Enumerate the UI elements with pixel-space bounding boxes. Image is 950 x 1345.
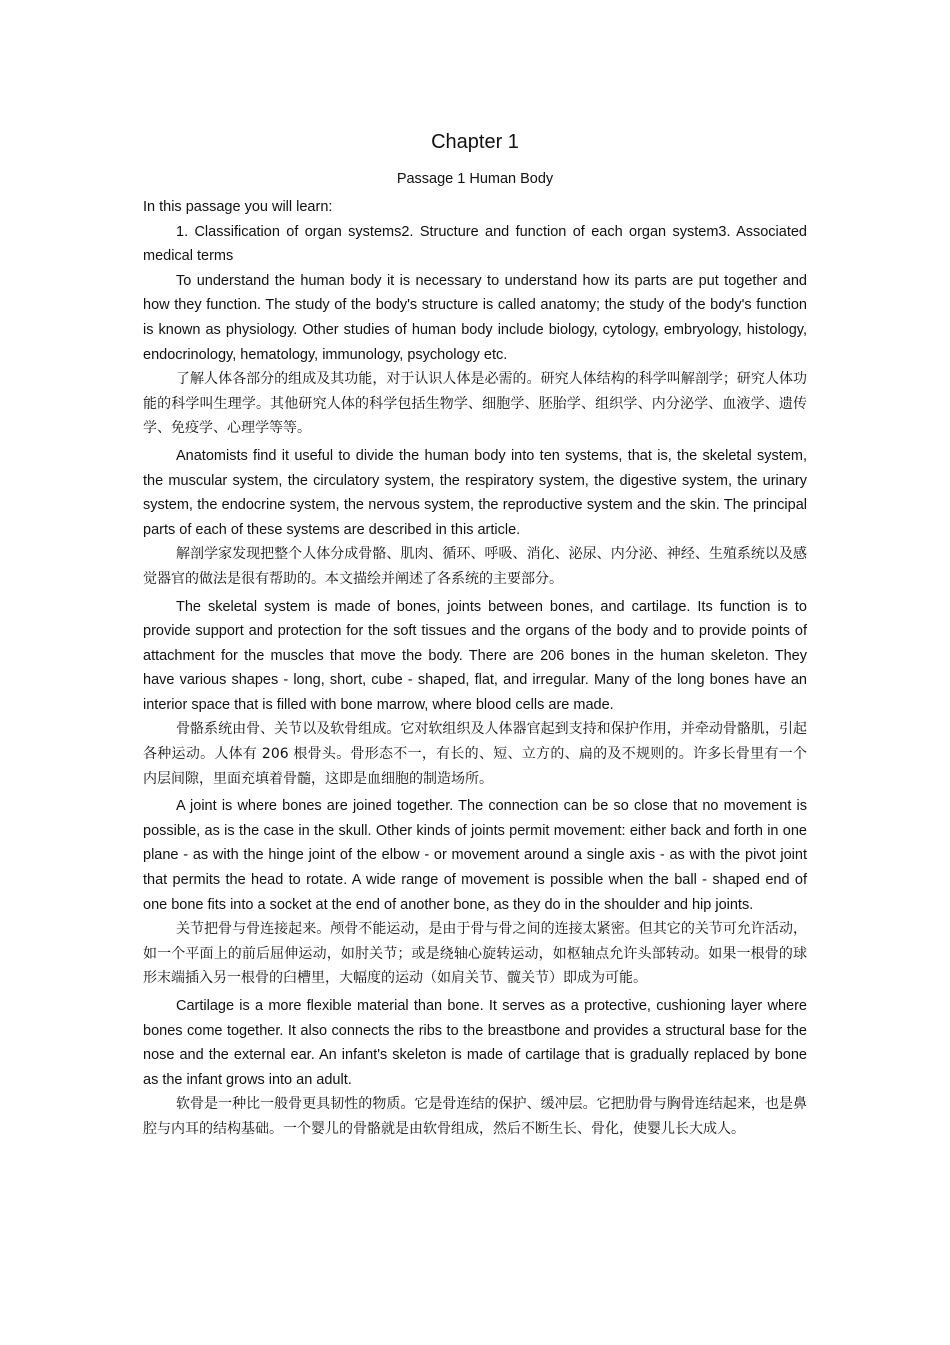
paragraph-joint-en: A joint is where bones are joined together. The connection can be so close that no movement is possible, as is the case in the skull. Other kinds of joints permit movement: either back and forth in one plane - as with the hinge joint of the elbow - or movement around a single axis - as with the pivot joint that permits the head to rotate. A wide range of movement is possible when the ball - shaped end of one bone fits into a socket at the end of another bone, as they do in the shoulder and hip joints. bbox=[143, 798, 807, 913]
learning-objectives: 1. Classification of organ systems2. Structure and function of each organ system3. Associated medical terms bbox=[143, 223, 807, 265]
paragraph-skeletal-en: The skeletal system is made of bones, joints between bones, and cartilage. Its function is to provide support and protection for the soft tissues and the organs of the body and to provide points of attachment for the muscles that move the body. There are 206 bones in the human skeleton. They have various shapes - long, short, cube - shaped, flat, and irregular. Many of the long bones have an interior space that is filled with bone marrow, where blood cells are made. bbox=[143, 598, 807, 713]
paragraph-joint-zh: 关节把骨与骨连接起来。颅骨不能运动，是由于骨与骨之间的连接太紧密。但其它的关节可允许活动，如一个平面上的前后屈伸运动，如肘关节；或是绕轴心旋转运动，如枢轴点允许头部转动。如果一根骨的球形末端插入另一根骨的臼槽里，大幅度的运动（如肩关节、髋关节）即成为可能。 bbox=[143, 921, 807, 987]
chapter-title: Chapter 1 bbox=[431, 131, 519, 153]
paragraph-systems-zh: 解剖学家发现把整个人体分成骨骼、肌肉、循环、呼吸、消化、泌尿、内分泌、神经、生殖系统以及感觉器官的做法是很有帮助的。本文描绘并阐述了各系统的主要部分。 bbox=[143, 546, 807, 587]
paragraph-skeletal-zh: 骨骼系统由骨、关节以及软骨组成。它对软组织及人体器官起到支持和保护作用，并牵动骨骼肌，引起各种运动。人体有 206 根骨头。骨形态不一，有长的、短、立方的、扁的及不规则的。许多长骨里有一个内层间隙，里面充填着骨髓，这即是血细胞的制造场所。 bbox=[143, 721, 807, 787]
passage-title: Passage 1 Human Body bbox=[396, 171, 554, 187]
paragraph-systems-en: Anatomists find it useful to divide the human body into ten systems, that is, the skeletal system, the muscular system, the circulatory system, the respiratory system, the digestive system, the urinary system, the endocrine system, the nervous system, the reproductive system and the skin. The principal parts of each of these systems are described in this article. bbox=[143, 447, 807, 538]
intro-line: In this passage you will learn: bbox=[143, 199, 333, 215]
paragraph-cartilage-zh: 软骨是一种比一般骨更具韧性的物质。它是骨连结的保护、缓冲层。它把肋骨与胸骨连结起来，也是鼻腔与内耳的结构基础。一个婴儿的骨骼就是由软骨组成，然后不断生长、骨化，使婴儿长大成人。 bbox=[143, 1096, 807, 1137]
paragraph-anatomy-en: To understand the human body it is necessary to understand how its parts are put together and how they function. The study of the body's structure is called anatomy; the study of the body's function is known as physiology. Other studies of human body include biology, cytology, embryology, histology, endocrinology, hematology, immunology, psychology etc. bbox=[143, 272, 807, 363]
paragraph-cartilage-en: Cartilage is a more flexible material than bone. It serves as a protective, cushioning layer where bones come together. It also connects the ribs to the breastbone and provides a structural base for the nose and the external ear. An infant's skeleton is made of cartilage that is gradually replaced by bone as the infant grows into an adult. bbox=[143, 998, 807, 1088]
paragraph-anatomy-zh: 了解人体各部分的组成及其功能，对于认识人体是必需的。研究人体结构的科学叫解剖学；研究人体功能的科学叫生理学。其他研究人体的科学包括生物学、细胞学、胚胎学、组织学、内分泌学、血液学、遗传学、免疫学、心理学等等。 bbox=[143, 371, 807, 437]
document-page bbox=[143, 128, 807, 1145]
